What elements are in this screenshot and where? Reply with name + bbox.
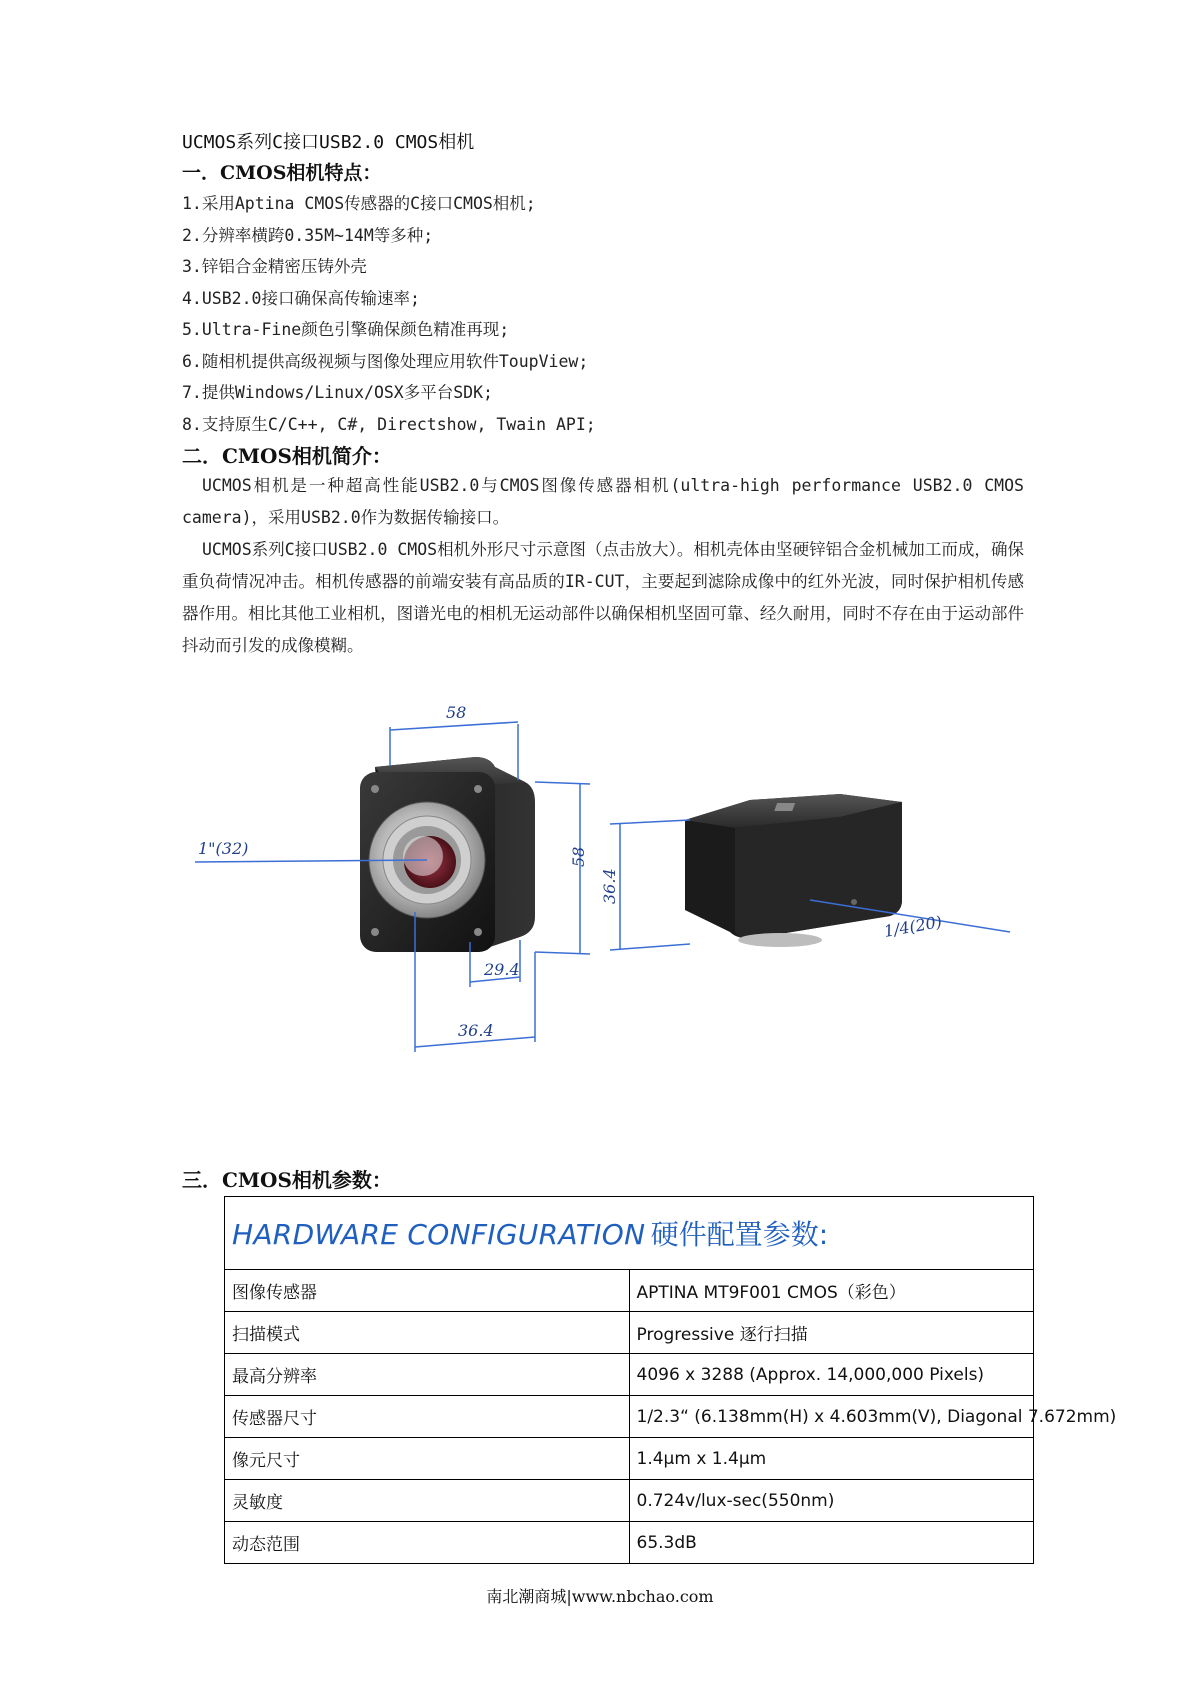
intro-text [182, 470, 1024, 662]
spec-value: 4096 x 3288 (Approx. 14,000,000 Pixels) [629, 1354, 1034, 1396]
spec-label: 动态范围 [225, 1522, 630, 1564]
spec-label: 扫描模式 [225, 1312, 630, 1354]
table-title-cn: 硬件配置参数: [650, 1218, 829, 1251]
feature-list [182, 188, 596, 440]
spec-value: 0.724v/lux-sec(550nm) [629, 1480, 1034, 1522]
table-row [225, 1522, 1034, 1564]
feature-item: 7.提供Windows/Linux/OSX多平台SDK; [182, 383, 493, 402]
table-row [225, 1354, 1034, 1396]
dimension-label-tripod: 1/4(20) [882, 912, 944, 941]
dimension-label-mount: 1"(32) [198, 839, 249, 858]
spec-value: APTINA MT9F001 CMOS（彩色） [629, 1270, 1034, 1312]
camera-front-view [360, 757, 535, 952]
table-row [225, 1480, 1034, 1522]
spec-label: 传感器尺寸 [225, 1396, 630, 1438]
table-title-cell [225, 1197, 1034, 1270]
page-footer: 南北潮商城|www.nbchao.com [486, 1587, 714, 1606]
camera-dimension-drawing [190, 703, 1010, 1142]
spec-label: 像元尺寸 [225, 1438, 630, 1480]
feature-item: 4.USB2.0接口确保高传输速率; [182, 288, 420, 308]
table-row [225, 1438, 1034, 1480]
intro-paragraph: UCMOS相机是一种超高性能USB2.0与CMOS图像传感器相机(ultra-high performance USB2.0 CMOS camera)，采用USB2.0作为数据传输接口。 [182, 476, 1024, 527]
spec-value: Progressive 逐行扫描 [629, 1312, 1034, 1354]
spec-value: 65.3dB [629, 1522, 1034, 1564]
table-header-row [225, 1197, 1034, 1270]
feature-item: 6.随相机提供高级视频与图像处理应用软件ToupView; [182, 351, 589, 371]
spec-label: 最高分辨率 [225, 1354, 630, 1396]
table-row [225, 1270, 1034, 1312]
dimension-label-depth-2: 36.4 [458, 1021, 494, 1040]
feature-item: 2.分辨率横跨0.35M~14M等多种; [182, 225, 434, 245]
section-heading-intro: 二．CMOS相机简介： [182, 444, 392, 468]
table-title-en: HARDWARE CONFIGURATION [232, 1218, 646, 1251]
dimension-label-side-height: 36.4 [600, 868, 619, 904]
feature-item: 3.锌铝合金精密压铸外壳 [182, 257, 367, 276]
section-heading-features: 一．CMOS相机特点： [182, 162, 382, 184]
dimension-label-depth-1: 29.4 [484, 960, 520, 979]
document-title: UCMOS系列C接口USB2.0 CMOS相机 [182, 132, 475, 153]
dimension-label-width: 58 [446, 703, 467, 722]
table-row [225, 1396, 1034, 1438]
spec-value: 1/2.3“ (6.138mm(H) x 4.603mm(V), Diagonal 7.672mm) [629, 1396, 1034, 1438]
section-heading-specs: 三．CMOS相机参数： [182, 1168, 392, 1192]
feature-item: 8.支持原生C/C++, C#, Directshow, Twain API; [182, 414, 596, 434]
feature-item: 1.采用Aptina CMOS传感器的C接口CMOS相机; [182, 194, 536, 213]
intro-paragraph: UCMOS系列C接口USB2.0 CMOS相机外形尺寸示意图（点击放大）。相机壳体由坚硬锌铝合金机械加工而成，确保重负荷情况冲击。相机传感器的前端安装有高品质的IR-CUT，主要起到滤除成像中的红外光波，同时保护相机传感器作用。相比其他工业相机，图谱光电的相机无运动部件以确保相机坚固可靠、经久耐用，同时不存在由于运动部件抖动而引发的成像模糊。 [182, 540, 1024, 655]
hardware-config-table [224, 1196, 1117, 1564]
feature-item: 5.Ultra-Fine颜色引擎确保颜色精准再现; [182, 320, 510, 339]
table-row [225, 1312, 1034, 1354]
dimension-label-height: 58 [569, 846, 588, 867]
camera-side-view [685, 794, 902, 947]
spec-value: 1.4μm x 1.4μm [629, 1438, 1034, 1480]
spec-label: 图像传感器 [225, 1270, 630, 1312]
spec-label: 灵敏度 [225, 1480, 630, 1522]
